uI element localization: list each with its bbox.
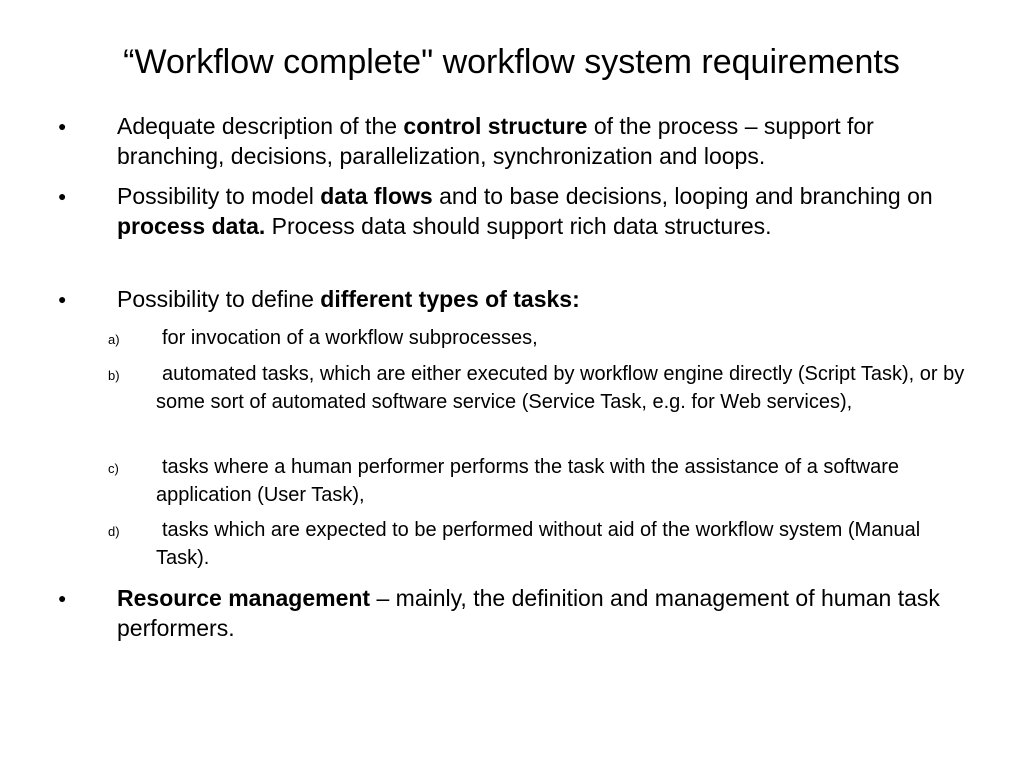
- subitem-marker: d): [108, 524, 120, 539]
- bullet-marker: ●: [58, 291, 67, 307]
- bullet-text: Adequate description of the control structure of the process – support for branching, decisions, parallelization, synchronization and loops.: [117, 113, 874, 169]
- subitem-text: tasks which are expected to be performed without aid of the workflow system (Manual Task).: [156, 519, 921, 569]
- bullet-marker: ●: [58, 590, 67, 606]
- bullet-text: Possibility to define different types of tasks:: [117, 286, 580, 312]
- slide-title: “Workflow complete" workflow system requirements: [123, 43, 900, 81]
- emphasis-control-structure: control structure: [403, 113, 588, 139]
- subitem-text: automated tasks, which are either executed by workflow engine directly (Script Task), or by some sort of automated software service (Service Task, e.g. for Web services),: [156, 363, 965, 413]
- bullet-marker: ●: [58, 118, 67, 134]
- emphasis-resource-management: Resource management: [117, 585, 371, 611]
- emphasis-task-types: different types of tasks:: [320, 286, 580, 312]
- subitem-text: for invocation of a workflow subprocesses,: [162, 327, 538, 349]
- subitem-text: tasks where a human performer performs the task with the assistance of a software application (User Task),: [156, 456, 899, 506]
- emphasis-data-flows: data flows: [320, 183, 433, 209]
- bullet-text: Resource management – mainly, the definition and management of human task performers.: [117, 585, 940, 641]
- subitem-marker: c): [108, 461, 119, 476]
- bullet-text: Possibility to model data flows and to base decisions, looping and branching on process data. Process data should support rich data structures.: [117, 183, 933, 239]
- emphasis-process-data: process data.: [117, 213, 266, 239]
- subitem-marker: a): [108, 332, 120, 347]
- subitem-marker: b): [108, 368, 120, 383]
- bullet-marker: ●: [58, 188, 67, 204]
